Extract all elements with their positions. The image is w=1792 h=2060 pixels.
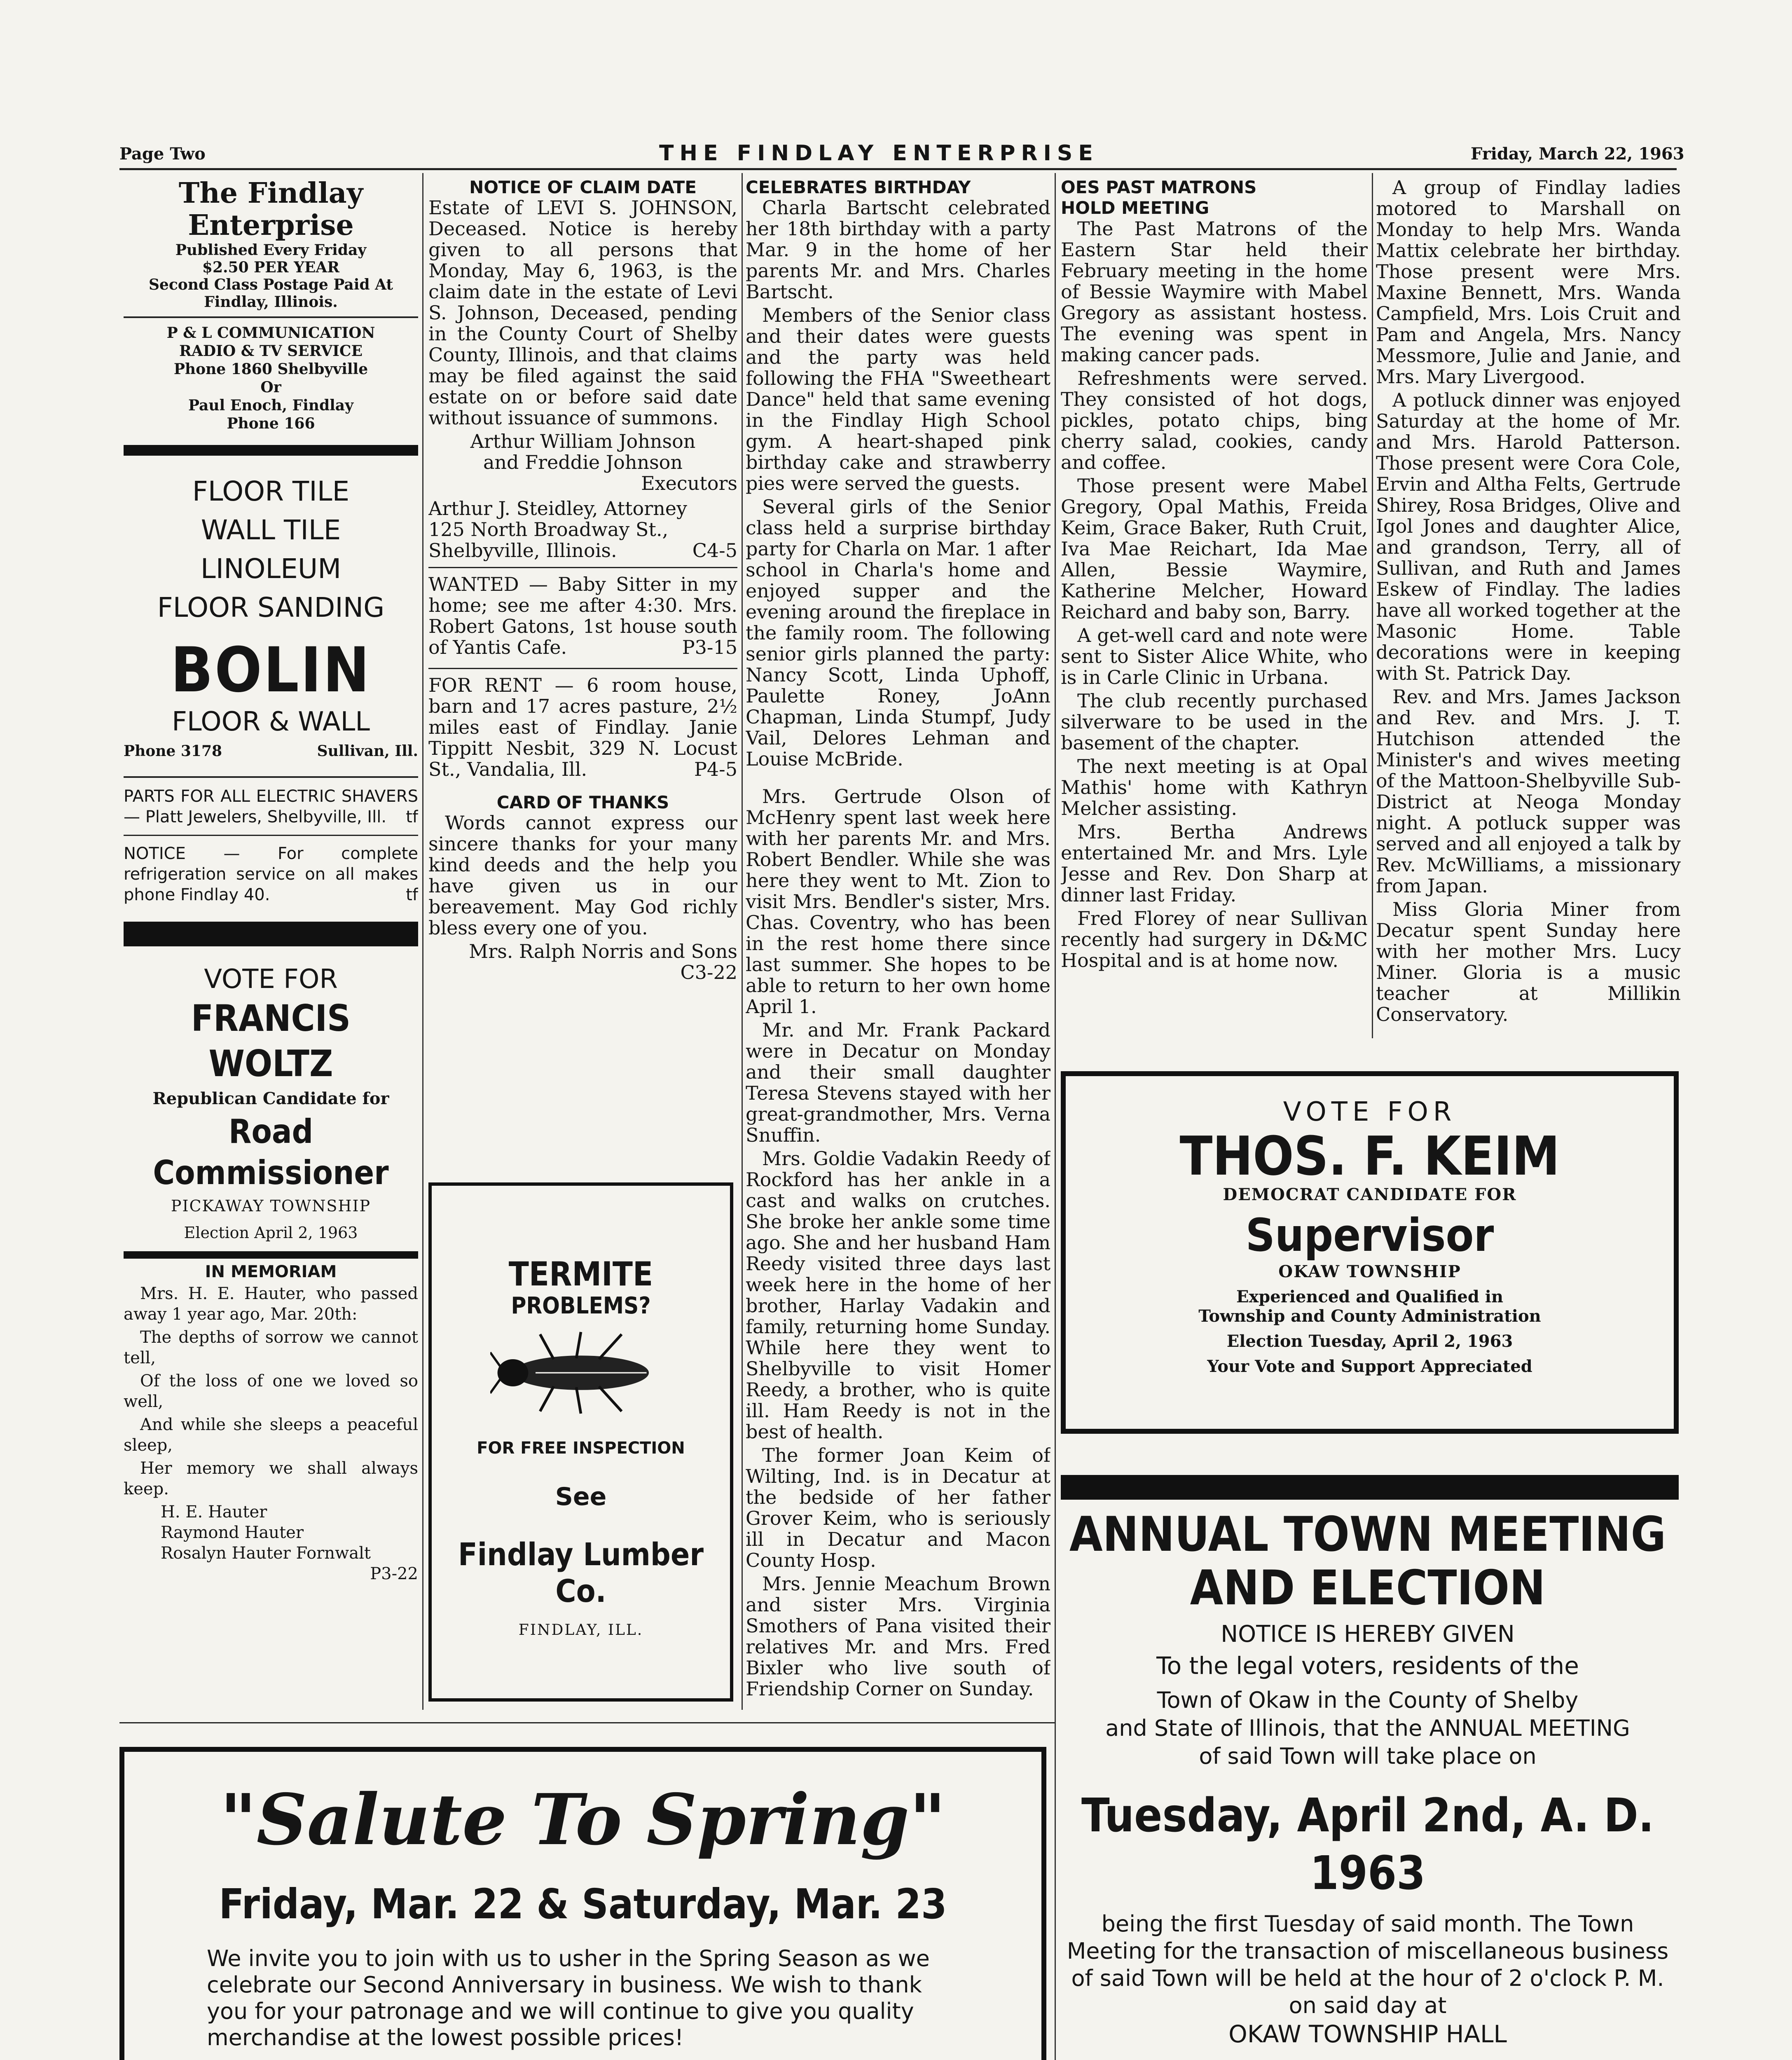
- termite-icon: [490, 1327, 671, 1418]
- bolin-name: BOLIN: [171, 634, 371, 706]
- col3-para: Several girls of the Senior class held a surprise birthday party for Charla on Mar. 1 after school in Charla's home and enjoyed supper and the evening around the fireplace in the family room. The following senior girls planned the party: Nancy Scott, Linda Uphoff, Paulette Roney, JoAnn Chapman, Linda Stumpf, Judy Vail, Delores Lehman and Louise McBride.: [746, 496, 1050, 770]
- thanks-sign: [428, 941, 737, 983]
- col5-body: [1376, 177, 1681, 1025]
- page-label: Page Two: [119, 144, 206, 164]
- paper-name-header: THE FINDLAY ENTERPRISE: [659, 141, 1099, 166]
- memoriam-code: P3-22: [370, 1564, 418, 1583]
- executor-line: Executors: [641, 472, 737, 494]
- col4-para: Fred Florey of near Sullivan recently had surgery in D&MC Hospital and is at home now.: [1061, 907, 1368, 971]
- memoriam-body: [124, 1283, 418, 1584]
- floor-line: WALL TILE: [201, 514, 341, 546]
- meeting-hall: OKAW TOWNSHIP HALL: [1228, 2020, 1507, 2048]
- bolin-contact: [124, 742, 418, 760]
- bolin-town: Sullivan, Ill.: [317, 742, 418, 760]
- floor-wall: FLOOR & WALL: [172, 707, 370, 737]
- divider: [124, 316, 418, 318]
- claim-executors: [428, 431, 737, 494]
- termite-company: Findlay Lumber Co.: [458, 1536, 704, 1609]
- woltz-party: Republican Candidate for: [152, 1089, 389, 1108]
- memoriam-line: Mrs. H. E. Hauter, who passed away 1 year ago, Mar. 20th:: [124, 1284, 418, 1324]
- claim-text: Estate of LEVI S. JOHNSON, Deceased. Notice is hereby given to all persons that Monday, May 6, 1963, is the claim date in the estate of Levi S. Johnson, Deceased, pending in the County Court of Shelby County, Illinois, and that claims may be filed against the said estate on or before said date without issuance of summons.: [428, 197, 737, 429]
- divider: [124, 776, 418, 778]
- keim-exp2: Township and County Administration: [1198, 1306, 1541, 1326]
- col5-para: A potluck dinner was enjoyed Saturday at the home of Mr. and Mrs. Harold Patterson. Those present were Cora Cole, Ervin and Altha Felts, Gertrude Shirey, Rosa Bridges, Olive and Igol Jones and daughter Alice, and grandson, Terry, all of Sullivan, and Ruth and James Eskew of Findlay. The ladies have all worked together at the Masonic Home. Table decorations were in keeping with St. Patrick Day.: [1376, 389, 1681, 684]
- column-1: [124, 177, 418, 1718]
- col4-para: The club recently purchased silverware to be used in the basement of the chapter.: [1061, 690, 1368, 754]
- meeting-date: Tuesday, April 2nd, A. D. 1963: [1081, 1789, 1654, 1900]
- keim-exp1: Experienced and Qualified in: [1236, 1287, 1504, 1306]
- column-rule: [742, 173, 743, 1710]
- keim-support: Your Vote and Support Appreciated: [1207, 1357, 1532, 1376]
- meeting-to-voters: To the legal voters, residents of the: [1156, 1652, 1579, 1680]
- column-3: [746, 177, 1050, 1710]
- memoriam-line: And while she sleeps a peaceful sleep,: [124, 1415, 418, 1455]
- pub-line: Published Every Friday: [175, 241, 367, 259]
- col3-para: Charla Bartscht celebrated her 18th birthday with a party Mar. 9 in the home of her parents Mr. and Mrs. Charles Bartscht.: [746, 197, 1050, 303]
- pl-line: RADIO & TV SERVICE: [179, 342, 363, 360]
- executor-line: Arthur William Johnson: [470, 430, 696, 452]
- notice-classified: [124, 843, 418, 905]
- memoriam-signer: Raymond Hauter: [161, 1523, 304, 1542]
- notice-code: tf: [406, 885, 418, 904]
- hub-invite: We invite you to join with us to usher in the Spring Season as we celebrate our Second Anniversary in business. We wish to thank you for your patronage and we will continue to give you quality merchandise at the lowest possible prices!: [207, 1945, 930, 2051]
- masthead-rule: [119, 168, 1677, 170]
- termite-town: FINDLAY, ILL.: [518, 1622, 643, 1639]
- pl-line: Paul Enoch, Findlay: [188, 397, 354, 414]
- col3-para: Mrs. Goldie Vadakin Reedy of Rockford has her ankle in a cast and walks on crutches. She broke her ankle some time ago. She and her husband Ham Reedy visited three days last week here in the home of her brother, Harlay Vadakin and family, returning home Sunday. While here they went to Shelbyville to visit Homer Reedy, a brother, who is quite ill. Ham Reedy is not in the best of health.: [746, 1147, 1050, 1443]
- paper-title: The Findlay Enterprise: [178, 177, 363, 242]
- memoriam-line: The depths of sorrow we cannot tell,: [124, 1328, 418, 1367]
- floor-line: LINOLEUM: [200, 553, 342, 585]
- meeting-town-line: of said Town will take place on: [1199, 1743, 1537, 1769]
- meeting-divider-bar: [1061, 1475, 1679, 1500]
- woltz-election: Election April 2, 1963: [184, 1224, 358, 1242]
- executor-line: and Freddie Johnson: [483, 451, 683, 473]
- col5-para: Miss Gloria Miner from Decatur spent Sunday here with her mother Mrs. Lucy Miner. Gloria is a music teacher at Millikin Conservatory.: [1376, 898, 1681, 1025]
- floor-ad: [124, 472, 418, 627]
- divider-bar: [124, 1251, 418, 1259]
- memoriam-line: Her memory we shall always keep.: [124, 1459, 418, 1498]
- hub-dates: Friday, Mar. 22 & Saturday, Mar. 23: [219, 1880, 947, 1928]
- column-5: [1376, 177, 1681, 1042]
- birthday-head: CELEBRATES BIRTHDAY: [746, 177, 971, 197]
- pl-line: Phone 166: [227, 415, 315, 432]
- thanks-head: CARD OF THANKS: [496, 792, 669, 812]
- forrent-code: P4-5: [694, 758, 737, 780]
- attorney-line: 125 North Broadway St.,: [428, 518, 669, 541]
- floor-line: FLOOR TILE: [192, 475, 350, 507]
- woltz-township: PICKAWAY TOWNSHIP: [171, 1197, 371, 1215]
- hub-salute: "Salute To Spring": [220, 1779, 946, 1861]
- wanted-classified: [428, 574, 737, 658]
- meeting-title1: ANNUAL TOWN MEETING: [1069, 1508, 1666, 1562]
- column-rule: [422, 173, 423, 1710]
- divider-bar: [124, 445, 418, 456]
- keim-party: DEMOCRAT CANDIDATE FOR: [1223, 1185, 1517, 1204]
- pub-line: $2.50 PER YEAR: [202, 259, 340, 276]
- issue-date: Friday, March 22, 1963: [1471, 144, 1684, 164]
- claim-attorney: [428, 498, 737, 561]
- hub-ad: [119, 1747, 1046, 2060]
- divider: [124, 835, 418, 836]
- termite-line1: TERMITE: [508, 1255, 653, 1293]
- divider: [428, 668, 737, 669]
- parts-code: tf: [406, 808, 418, 826]
- termite-free: FOR FREE INSPECTION: [477, 1439, 685, 1458]
- claim-code: C4-5: [692, 539, 737, 562]
- col3-para: Mrs. Gertrude Olson of McHenry spent last week here with her parents Mr. and Mrs. Robert Bendler. While she was here they went to Mt. Zion to visit Mrs. Bendler's sister, Mrs. Chas. Coventry, who has been in the rest home there since last summer. She hopes to be able to return to her own home April 1.: [746, 785, 1050, 1018]
- claim-head: NOTICE OF CLAIM DATE: [469, 177, 697, 197]
- col3-para: Members of the Senior class and their dates were guests and the party was held following the FHA "Sweetheart Dance" held that same evening in the Findlay High School gym. A heart-shaped pink birthday cake and strawberry pies were served the guests.: [746, 304, 1050, 494]
- keim-vote-for: VOTE FOR: [1283, 1097, 1457, 1127]
- memoriam-signer: Rosalyn Hauter Fornwalt: [161, 1544, 371, 1563]
- thanks-text: Words cannot express our sincere thanks for your many kind deeds and the help you have given us in our bereavement. May God richly bless every one of you.: [428, 812, 737, 939]
- pl-line: Or: [260, 379, 281, 396]
- termite-ad: [428, 1182, 733, 1702]
- pub-line: Findlay, Illinois.: [204, 293, 338, 311]
- meeting-notice: [1055, 1508, 1681, 2060]
- parts-classified: [124, 786, 418, 827]
- termite-line2: PROBLEMS?: [511, 1292, 651, 1319]
- wanted-text: WANTED — Baby Sitter in my home; see me after 4:30. Mrs. Robert Gatons, 1st house south of Yantis Cafe.: [428, 573, 737, 658]
- memoriam-head: IN MEMORIAM: [205, 1262, 337, 1281]
- wanted-code: P3-15: [682, 636, 737, 658]
- attorney-line: Shelbyville, Illinois.: [428, 539, 617, 562]
- meeting-notice-given: NOTICE IS HEREBY GIVEN: [1221, 1621, 1515, 1648]
- col4-para: A get-well card and note were sent to Sister Alice White, who is in Carle Clinic in Urbana.: [1061, 624, 1368, 688]
- column-2: [428, 177, 737, 1174]
- section-rule: [119, 1722, 1055, 1723]
- memoriam-signer: H. E. Hauter: [161, 1503, 267, 1522]
- thanks-body: [428, 812, 737, 939]
- keim-office: Supervisor: [1245, 1209, 1494, 1262]
- keim-township: OKAW TOWNSHIP: [1278, 1262, 1461, 1281]
- col3-para: Mrs. Jennie Meachum Brown and sister Mrs. Virginia Smothers of Pana visited their relatives Mr. and Mrs. Fred Bixler who live south of Friendship Corner on Sunday.: [746, 1573, 1050, 1700]
- meeting-town-line: Town of Okaw in the County of Shelby: [1157, 1687, 1579, 1713]
- notice-text: NOTICE — For complete refrigeration service on all makes phone Findlay 40.: [124, 844, 418, 904]
- pl-line: Phone 1860 Shelbyville: [173, 360, 368, 378]
- col4-para: Those present were Mabel Gregory, Opal Mathis, Freida Keim, Grace Baker, Ruth Cruit, Iva Mae Reichart, Ida Mae Allen, Bessie Waymire, Katherine Melcher, Howard Reichard and baby son, Barry.: [1061, 475, 1368, 623]
- column-4: [1061, 177, 1368, 1042]
- forrent-text: FOR RENT — 6 room house, barn and 17 acres pasture, 2½ miles east of Findlay. Janie Tippitt Nesbit, 329 N. Locust St., Vandalia, Ill.: [428, 674, 737, 780]
- col3-para: The former Joan Keim of Wilting, Ind. is in Decatur at the bedside of her father Grover Keim, who is seriously ill in Decatur and Macon County Hosp.: [746, 1444, 1050, 1571]
- attorney-line: Arthur J. Steidley, Attorney: [428, 497, 688, 520]
- col4-body: [1061, 218, 1368, 971]
- keim-name: THOS. F. KEIM: [1179, 1125, 1560, 1187]
- woltz-vote-for: VOTE FOR: [204, 964, 338, 995]
- woltz-name: FRANCIS WOLTZ: [191, 997, 351, 1085]
- meeting-town-line: and State of Illinois, that the ANNUAL MEETING: [1105, 1715, 1630, 1741]
- meeting-town: [1055, 1686, 1681, 1770]
- col5-para: A group of Findlay ladies motored to Marshall on Monday to help Mrs. Wanda Mattix celebrate her birthday. Those present were Mrs. Maxine Bennett, Mrs. Wanda Campfield, Mrs. Lois Cruit and Pam and Angela, Mrs. Nancy Messmore, Julie and Janie, and Mrs. Mary Livergood.: [1376, 177, 1681, 388]
- woltz-office: Road Commissioner: [153, 1112, 389, 1192]
- col5-para: Rev. and Mrs. James Jackson and Rev. and Mrs. J. T. Hutchison attended the Minister's and wives meeting of the Mattoon-Shelbyville Sub-District at Neoga Monday night. A potluck supper was served and all enjoyed a talk by Rev. McWilliams, a missionary from Japan.: [1376, 686, 1681, 897]
- publication-info: [124, 241, 418, 311]
- col3-para: Mr. and Mr. Frank Packard were in Decatur on Monday and their small daughter Teresa Stevens stayed with her great-grandmother, Mrs. Verna Snuffin.: [746, 1019, 1050, 1146]
- floor-line: FLOOR SANDING: [157, 592, 385, 623]
- col4-para: The next meeting is at Opal Mathis' home with Kathryn Melcher assisting.: [1061, 755, 1368, 819]
- claim-body: [428, 197, 737, 428]
- keim-ad: [1061, 1071, 1679, 1434]
- memoriam-line: Of the loss of one we loved so well,: [124, 1372, 418, 1411]
- meeting-title2: AND ELECTION: [1190, 1560, 1546, 1616]
- pub-line: Second Class Postage Paid At: [148, 276, 393, 293]
- meeting-p1: being the first Tuesday of said month. The Town Meeting for the transaction of miscellaneous business of said Town will be held at the hour of 2 o'clock P. M. on said day at: [1067, 1911, 1669, 2018]
- column-rule: [1372, 173, 1373, 1038]
- col4-para: Mrs. Bertha Andrews entertained Mr. and Mrs. Lyle Jesse and Rev. Don Sharp at dinner last Friday.: [1061, 821, 1368, 906]
- thanks-code: C3-22: [680, 961, 737, 983]
- termite-see: See: [555, 1482, 607, 1511]
- col3-body: [746, 197, 1050, 1700]
- bolin-phone: Phone 3178: [124, 742, 222, 760]
- col4-para: Refreshments were served. They consisted of hot dogs, pickles, potato chips, bing cherry salad, cookies, candy and coffee.: [1061, 367, 1368, 473]
- oes-head1: OES PAST MATRONS: [1061, 177, 1257, 197]
- pl-line: P & L COMMUNICATION: [166, 324, 375, 342]
- parts-text: PARTS FOR ALL ELECTRIC SHAVERS — Platt Jewelers, Shelbyville, Ill.: [124, 787, 418, 826]
- thanks-signer: Mrs. Ralph Norris and Sons: [469, 940, 737, 962]
- pl-ad: [124, 324, 418, 433]
- divider-bar: [124, 922, 418, 946]
- keim-election: Election Tuesday, April 2, 1963: [1226, 1332, 1513, 1351]
- oes-head2: HOLD MEETING: [1061, 198, 1209, 218]
- col4-para: The Past Matrons of the Eastern Star held their February meeting in the home of Bessie Waymire with Mabel Gregory as assistant hostess. The evening was spent in making cancer pads.: [1061, 218, 1368, 366]
- divider: [428, 567, 737, 568]
- forrent-classified: [428, 675, 737, 780]
